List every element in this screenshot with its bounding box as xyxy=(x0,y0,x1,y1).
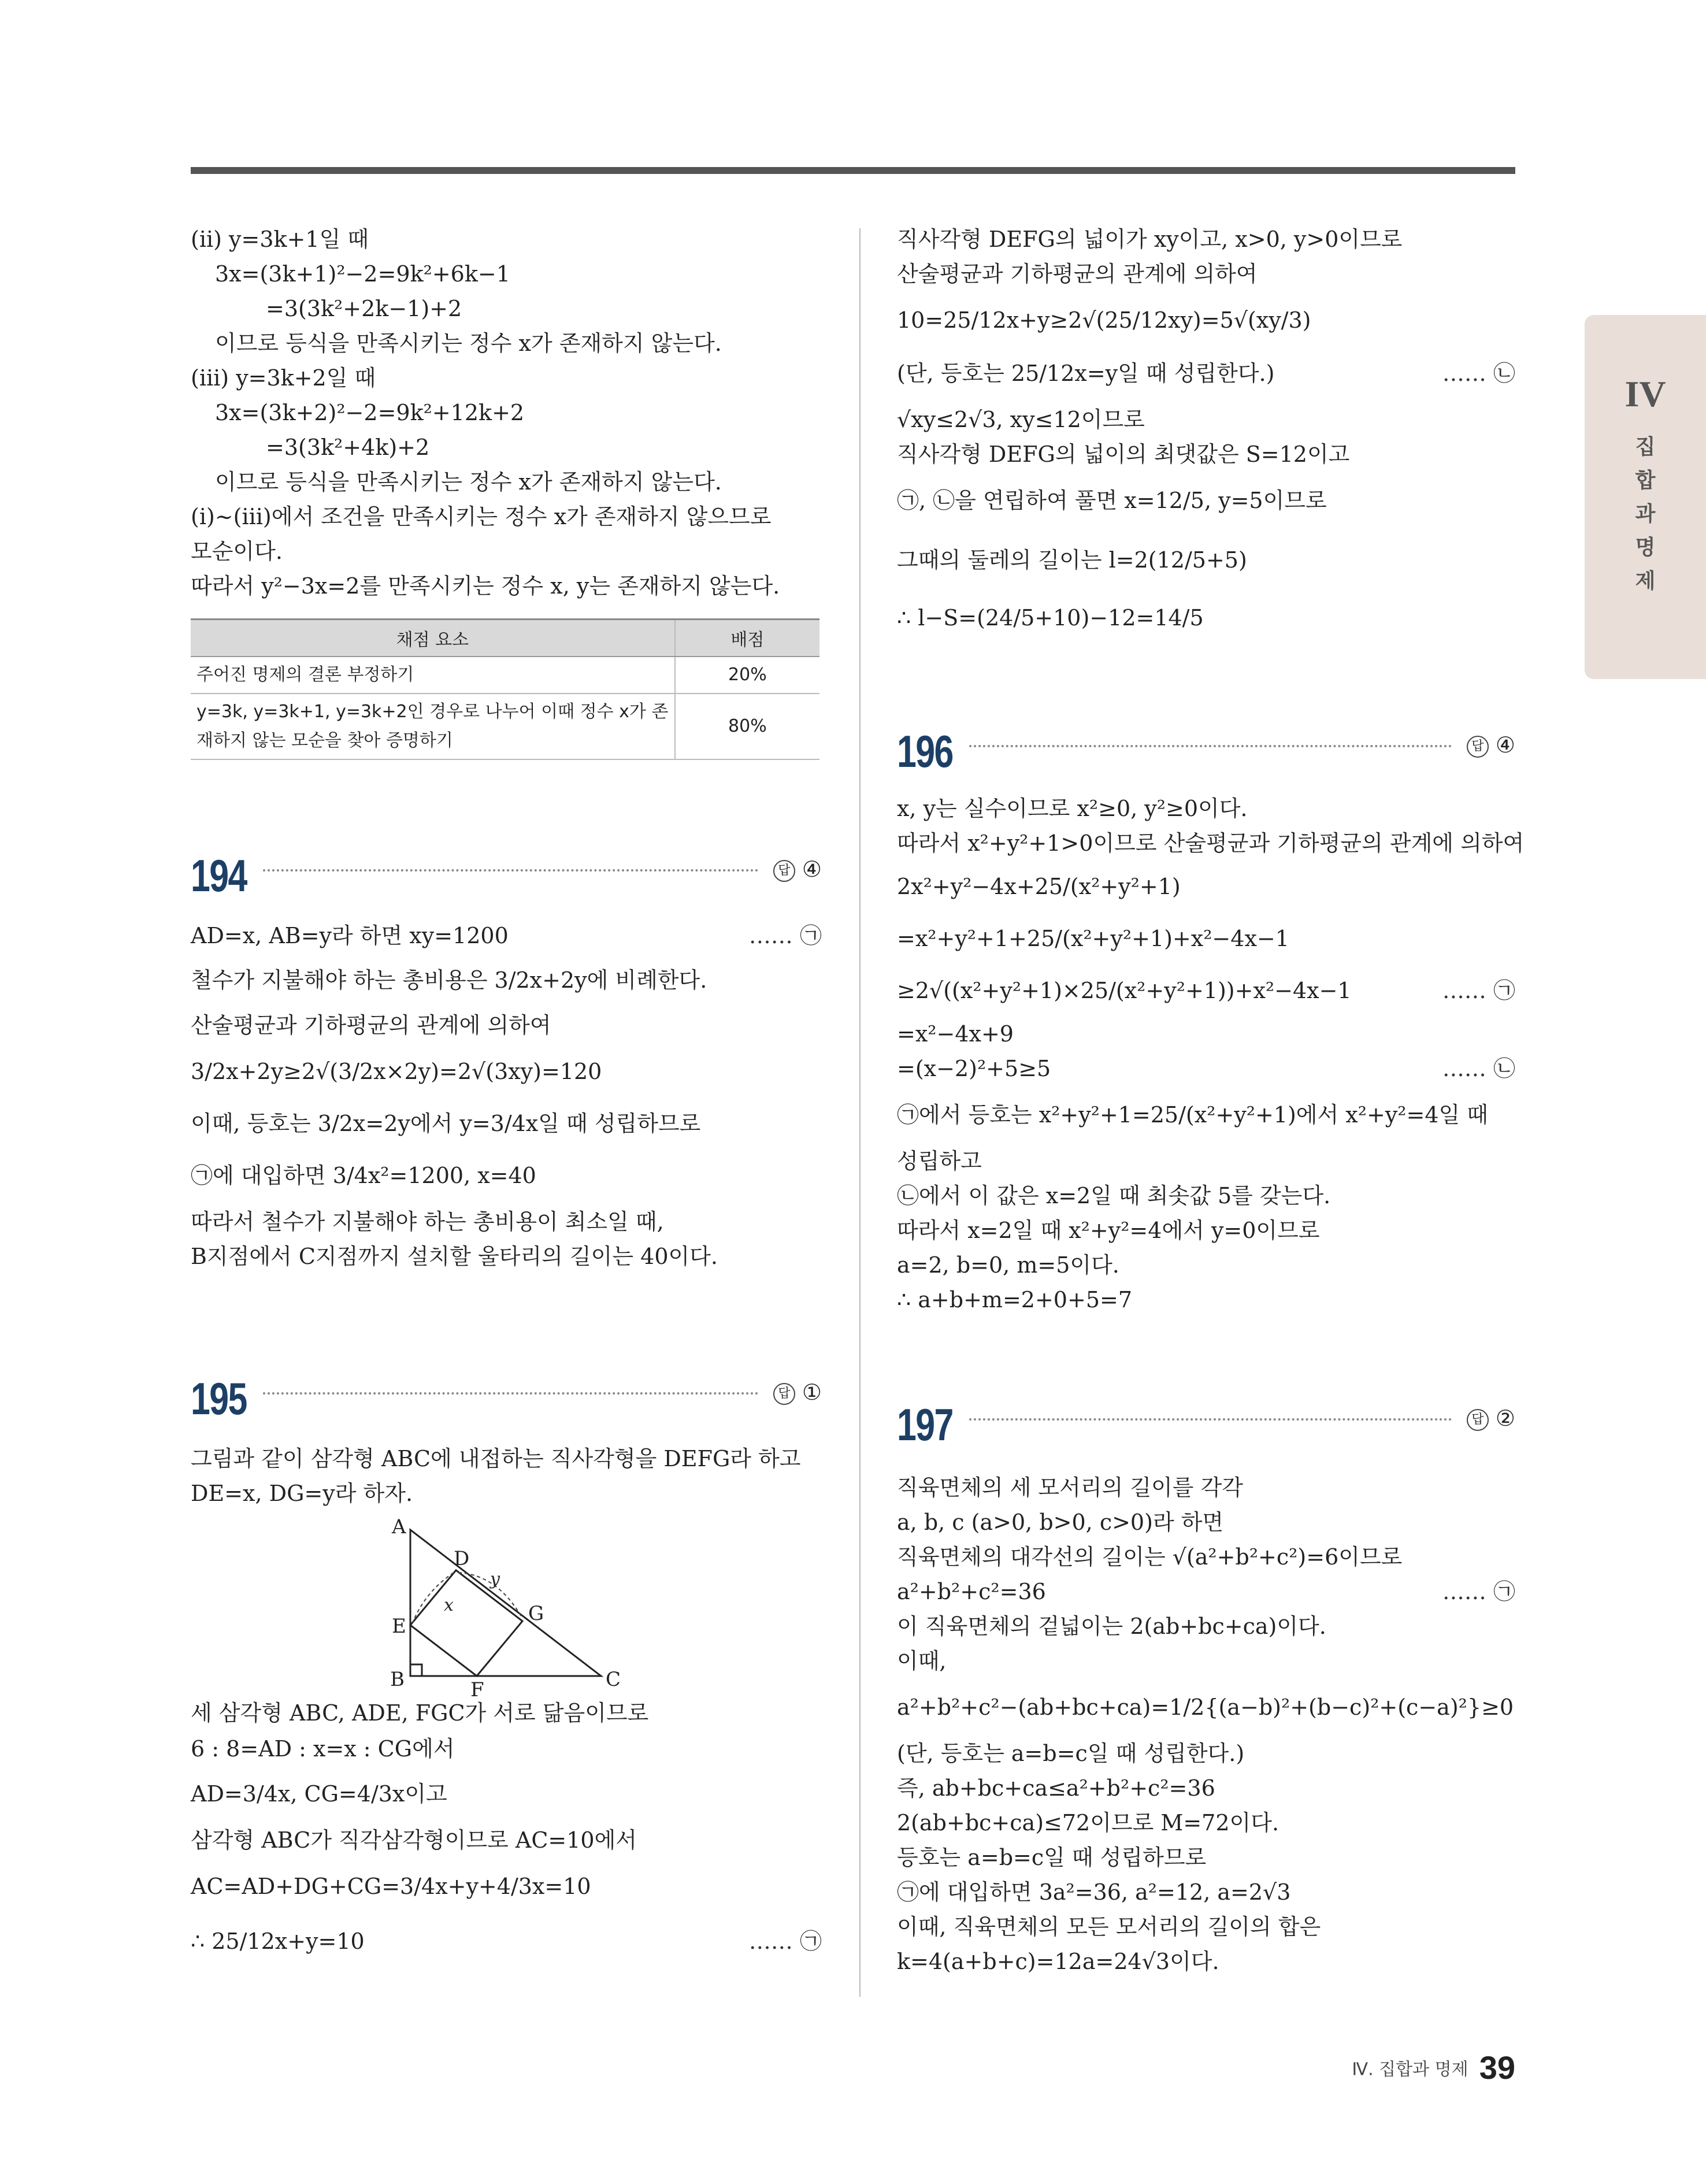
problem-header-197 xyxy=(897,1399,1515,1451)
answer-badge xyxy=(773,856,822,882)
table-header: 배점 xyxy=(675,620,819,657)
top-rule xyxy=(191,167,1515,174)
label-x: x xyxy=(444,1595,454,1615)
text-line: k=4(a+b+c)=12a=24√3이다. xyxy=(897,1949,1219,1974)
text-line: 3x=(3k+2)²−2=9k²+12k+2 xyxy=(215,400,525,425)
text-line: 직사각형 DEFG의 넓이가 xy이고, x>0, y>0이므로 xyxy=(897,227,1403,252)
table-cell: 주어진 명제의 결론 부정하기 xyxy=(191,657,675,694)
column-divider xyxy=(859,228,861,1997)
chapter-roman-numeral: IV xyxy=(1625,373,1666,414)
text-line: a²+b²+c²−(ab+bc+ca)=1/2{(a−b)²+(b−c)²+(c−a)²}≥0 xyxy=(897,1694,1514,1720)
label-F: F xyxy=(470,1678,484,1701)
leader-dots xyxy=(263,1392,758,1395)
text-line: 삼각형 ABC가 직각삼각형이므로 AC=10에서 xyxy=(191,1827,637,1853)
problem-number: 194 xyxy=(191,850,247,901)
rectangle-defg xyxy=(410,1570,522,1676)
chapter-char: 과 xyxy=(1635,502,1656,526)
table-header: 채점 요소 xyxy=(191,620,675,657)
answer-value: ① xyxy=(802,1380,822,1405)
leader-dots xyxy=(969,745,1452,747)
label-E: E xyxy=(392,1615,406,1638)
problem-number: 197 xyxy=(897,1399,953,1450)
text-line: 직육면체의 세 모서리의 길이를 각각 xyxy=(897,1475,1243,1500)
problem-header-194 xyxy=(191,850,822,902)
text-line: ㉡에서 이 값은 x=2일 때 최솟값 5를 갖는다. xyxy=(897,1183,1331,1208)
text-line: 이므로 등식을 만족시키는 정수 x가 존재하지 않는다. xyxy=(215,469,722,495)
text-line: =(x−2)²+5≥5 xyxy=(897,1056,1051,1081)
text-line: 3x=(3k+1)²−2=9k²+6k−1 xyxy=(215,261,510,287)
equation-tag: …… ㉠ xyxy=(748,1929,822,1954)
table-row xyxy=(191,657,819,694)
equation-tag: …… ㉠ xyxy=(1442,978,1515,1003)
text-line: 따라서 x=2일 때 x²+y²=4에서 y=0이므로 xyxy=(897,1218,1320,1243)
answer-value: ④ xyxy=(1495,732,1515,758)
table-cell: y=3k, y=3k+1, y=3k+2인 경우로 나누어 이때 정수 x가 존재하지 않는 모순을 찾아 증명하기 xyxy=(191,694,675,759)
chapter-char: 제 xyxy=(1635,569,1656,593)
text-line: x, y는 실수이므로 x²≥0, y²≥0이다. xyxy=(897,796,1248,821)
text-line: √xy≤2√3, xy≤12이므로 xyxy=(897,407,1145,432)
text-line: ∴ l−S=(24/5+10)−12=14/5 xyxy=(897,605,1204,631)
text-line: 이때, 직육면체의 모든 모서리의 길이의 합은 xyxy=(897,1914,1321,1940)
text-line: 6 : 8=AD : x=x : CG에서 xyxy=(191,1736,455,1762)
text-line: =3(3k²+4k)+2 xyxy=(266,435,430,460)
text-line: 이때, 등호는 3/2x=2y에서 y=3/4x일 때 성립하므로 xyxy=(191,1111,701,1136)
text-line: AD=3/4x, CG=4/3x이고 xyxy=(191,1781,447,1807)
text-line: 3/2x+2y≥2√(3/2x×2y)=2√(3xy)=120 xyxy=(191,1059,602,1084)
text-line: =3(3k²+2k−1)+2 xyxy=(266,296,462,321)
text-line: 이므로 등식을 만족시키는 정수 x가 존재하지 않는다. xyxy=(215,331,722,356)
text-line: a²+b²+c²=36 xyxy=(897,1579,1046,1604)
leader-dots xyxy=(263,869,758,872)
text-line: 철수가 지불해야 하는 총비용은 3/2x+2y에 비례한다. xyxy=(191,967,707,993)
page-footer xyxy=(1352,2049,1515,2086)
text-line: ∴ a+b+m=2+0+5=7 xyxy=(897,1287,1133,1312)
text-line: 따라서 y²−3x=2를 만족시키는 정수 x, y는 존재하지 않는다. xyxy=(191,573,780,599)
equation-tag: …… ㉠ xyxy=(748,923,822,948)
triangle-abc xyxy=(410,1530,601,1676)
chapter-title-vertical xyxy=(1585,431,1706,598)
text-line: 그때의 둘레의 길이는 l=2(12/5+5) xyxy=(897,547,1247,573)
chapter-char: 합 xyxy=(1635,469,1656,492)
right-angle-b xyxy=(410,1664,422,1676)
text-line: 모순이다. xyxy=(191,539,283,564)
text-line: a, b, c (a>0, b>0, c>0)라 하면 xyxy=(897,1510,1224,1535)
label-y: y xyxy=(490,1569,500,1589)
text-line: (ⅲ) y=3k+2일 때 xyxy=(191,365,376,391)
text-line: 산술평균과 기하평균의 관계에 의하여 xyxy=(191,1013,551,1038)
table-row xyxy=(191,694,819,759)
text-line: 성립하고 xyxy=(897,1148,982,1174)
page-number: 39 xyxy=(1479,2049,1515,2086)
label-G: G xyxy=(528,1602,544,1625)
text-line: 직사각형 DEFG의 넓이의 최댓값은 S=12이고 xyxy=(897,442,1350,467)
answer-icon: 답 xyxy=(1467,1409,1489,1431)
label-B: B xyxy=(390,1668,405,1691)
equation-tag: …… ㉠ xyxy=(1442,1579,1515,1604)
text-line: 이때, xyxy=(897,1648,947,1674)
text-line: 세 삼각형 ABC, ADE, FGC가 서로 닮음이므로 xyxy=(191,1700,649,1726)
problem-number: 196 xyxy=(897,726,953,777)
equation-tag: …… ㉡ xyxy=(1442,361,1515,386)
text-line: 직육면체의 대각선의 길이는 √(a²+b²+c²)=6이므로 xyxy=(897,1544,1403,1570)
chapter-char: 명 xyxy=(1635,536,1656,559)
answer-badge xyxy=(773,1380,822,1405)
answer-badge xyxy=(1467,1406,1515,1431)
problem-number: 195 xyxy=(191,1373,247,1424)
equation-tag: …… ㉡ xyxy=(1442,1056,1515,1081)
text-line: 등호는 a=b=c일 때 성립하므로 xyxy=(897,1845,1207,1870)
scoring-table xyxy=(191,618,819,760)
text-line: 따라서 철수가 지불해야 하는 총비용이 최소일 때, xyxy=(191,1209,664,1234)
text-line: AD=x, AB=y라 하면 xy=1200 xyxy=(191,923,509,948)
text-line: 이 직육면체의 겉넓이는 2(ab+bc+ca)이다. xyxy=(897,1614,1326,1639)
text-line: (ⅱ) y=3k+1일 때 xyxy=(191,227,369,252)
label-C: C xyxy=(606,1668,621,1691)
text-line: (단, 등호는 25/12x=y일 때 성립한다.) xyxy=(897,361,1275,386)
text-line: ㉠에서 등호는 x²+y²+1=25/(x²+y²+1)에서 x²+y²=4일 때 xyxy=(897,1102,1489,1128)
text-line: (단, 등호는 a=b=c일 때 성립한다.) xyxy=(897,1741,1245,1766)
answer-value: ② xyxy=(1495,1406,1515,1431)
answer-icon: 답 xyxy=(773,860,795,882)
label-D: D xyxy=(454,1547,470,1570)
text-line: =x²−4x+9 xyxy=(897,1021,1014,1047)
text-line: B지점에서 C지점까지 설치할 울타리의 길이는 40이다. xyxy=(191,1244,718,1269)
answer-icon: 답 xyxy=(773,1383,795,1405)
text-line: 따라서 x²+y²+1>0이므로 산술평균과 기하평균의 관계에 의하여 xyxy=(897,830,1525,856)
chapter-char: 집 xyxy=(1635,435,1656,459)
problem-header-195 xyxy=(191,1373,822,1425)
text-line: 즉, ab+bc+ca≤a²+b²+c²=36 xyxy=(897,1775,1215,1801)
triangle-figure xyxy=(191,1517,653,1708)
table-cell: 80% xyxy=(675,694,819,759)
text-line: 10=25/12x+y≥2√(25/12xy)=5√(xy/3) xyxy=(897,307,1311,333)
leader-dots xyxy=(969,1418,1452,1421)
text-line: ㉠, ㉡을 연립하여 풀면 x=12/5, y=5이므로 xyxy=(897,488,1327,513)
text-line: ≥2√((x²+y²+1)×25/(x²+y²+1))+x²−4x−1 xyxy=(897,978,1352,1003)
text-line: 그림과 같이 삼각형 ABC에 내접하는 직사각형을 DEFG라 하고 xyxy=(191,1446,801,1471)
problem-header-196 xyxy=(897,725,1515,777)
text-line: 산술평균과 기하평균의 관계에 의하여 xyxy=(897,261,1258,287)
label-A: A xyxy=(392,1517,406,1538)
text-line: 2x²+y²−4x+25/(x²+y²+1) xyxy=(897,874,1181,899)
text-line: =x²+y²+1+25/(x²+y²+1)+x²−4x−1 xyxy=(897,926,1289,951)
text-line: AC=AD+DG+CG=3/4x+y+4/3x=10 xyxy=(191,1874,591,1899)
text-line: a=2, b=0, m=5이다. xyxy=(897,1252,1119,1278)
answer-icon: 답 xyxy=(1467,736,1489,758)
answer-value: ④ xyxy=(802,856,822,882)
table-cell: 20% xyxy=(675,657,819,694)
text-line: ㉠에 대입하면 3a²=36, a²=12, a=2√3 xyxy=(897,1879,1291,1905)
answer-badge xyxy=(1467,732,1515,758)
footer-section: Ⅳ. 집합과 명제 xyxy=(1352,2059,1468,2080)
text-line: ㉠에 대입하면 3/4x²=1200, x=40 xyxy=(191,1163,536,1188)
text-line: 2(ab+bc+ca)≤72이므로 M=72이다. xyxy=(897,1810,1280,1836)
text-line: ∴ 25/12x+y=10 xyxy=(191,1929,365,1954)
text-line: (ⅰ)~(ⅲ)에서 조건을 만족시키는 정수 x가 존재하지 않으므로 xyxy=(191,504,772,529)
chapter-side-tab[interactable] xyxy=(1585,315,1706,679)
text-line: DE=x, DG=y라 하자. xyxy=(191,1481,413,1506)
